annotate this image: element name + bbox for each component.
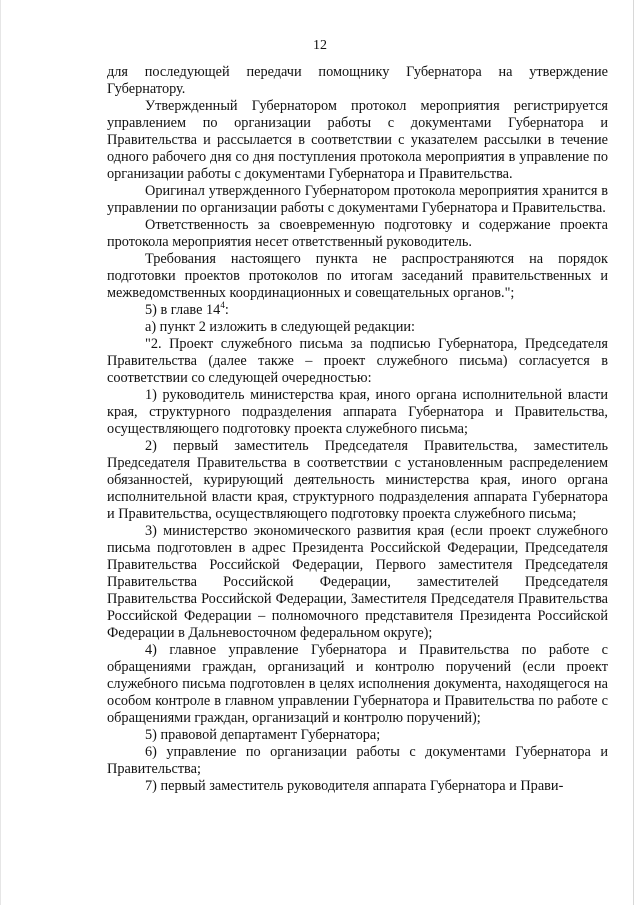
paragraph-8: "2. Проект служебного письма за подписью Губернатора, Председателя Правительства (далее также – проект служебного письма) согласуется в соответствии со следующей очередностью: — [107, 336, 608, 386]
paragraph-1: для последующей передачи помощнику Губернатора на утверждение Губернатору. — [107, 64, 608, 97]
list-item-5: 5) правовой департамент Губернатора; — [145, 727, 381, 743]
document-body — [107, 64, 608, 795]
list-item-1: 1) руководитель министерства края, иного органа исполнительной власти края, структурного подразделения аппарата Губернатора и Правительства, осуществляющего подготовку проекта служебного письма; — [107, 387, 608, 437]
list-item-3: 3) министерство экономического развития края (если проект служебного письма подготовлен в адрес Президента Российской Федерации, Председателя Правительства Российской Федерации, Первого заместителя Председателя Правительства Российской Федерации, заместителей Председателя Правительства Российской Федерации, Заместителя Председателя Правительства Российской Федерации – полномочного представителя Президента Российской Федерации в Дальневосточном федеральном округе); — [107, 523, 608, 641]
page-number: 12 — [313, 38, 327, 53]
chapter-ref-suffix: : — [224, 302, 229, 318]
scan-edge-right — [633, 0, 634, 905]
paragraph-5: Требования настоящего пункта не распространяются на порядок подготовки проектов протоколов по итогам заседаний правительственных и межведомственных координационных и совещательных органов."; — [107, 251, 608, 301]
paragraph-7: а) пункт 2 изложить в следующей редакции: — [145, 319, 415, 335]
paragraph-4: Ответственность за своевременную подготовку и содержание проекта протокола мероприятия несет ответственный руководитель. — [107, 217, 608, 250]
paragraph-2: Утвержденный Губернатором протокол мероприятия регистрируется управлением по организации работы с документами Губернатора и Правительства и рассылается в соответствии с указателем рассылки в течение одного рабочего дня со дня поступления протокола мероприятия в управление по организации работы с документами Губернатора и Правительства. — [107, 98, 608, 182]
list-item-7: 7) первый заместитель руководителя аппарата Губернатора и Прави- — [145, 778, 564, 794]
chapter-ref-text: 5) в главе 14 — [145, 302, 221, 318]
scan-edge-left — [0, 0, 1, 905]
paragraph-6 — [107, 302, 608, 319]
paragraph-3: Оригинал утвержденного Губернатором протокола мероприятия хранится в управлении по организации работы с документами Губернатора и Правительства. — [107, 183, 608, 216]
list-item-4: 4) главное управление Губернатора и Правительства по работе с обращениями граждан, организаций и контролю поручений (если проект служебного письма подготовлен в целях исполнения документа, находящегося на особом контроле в главном управлении Губернатора и Правительства по работе с обращениями граждан, организаций и контролю поручений); — [107, 642, 608, 726]
chapter-ref-superscript: 4 — [220, 300, 225, 311]
list-item-6: 6) управление по организации работы с документами Губернатора и Правительства; — [107, 744, 608, 777]
list-item-2: 2) первый заместитель Председателя Правительства, заместитель Председателя Правительства в соответствии с установленным распределением обязанностей, курирующий деятельность министерства края, иного органа исполнительной власти края, структурного подразделения аппарата Губернатора и Правительства, осуществляющего подготовку проекта служебного письма; — [107, 438, 608, 522]
